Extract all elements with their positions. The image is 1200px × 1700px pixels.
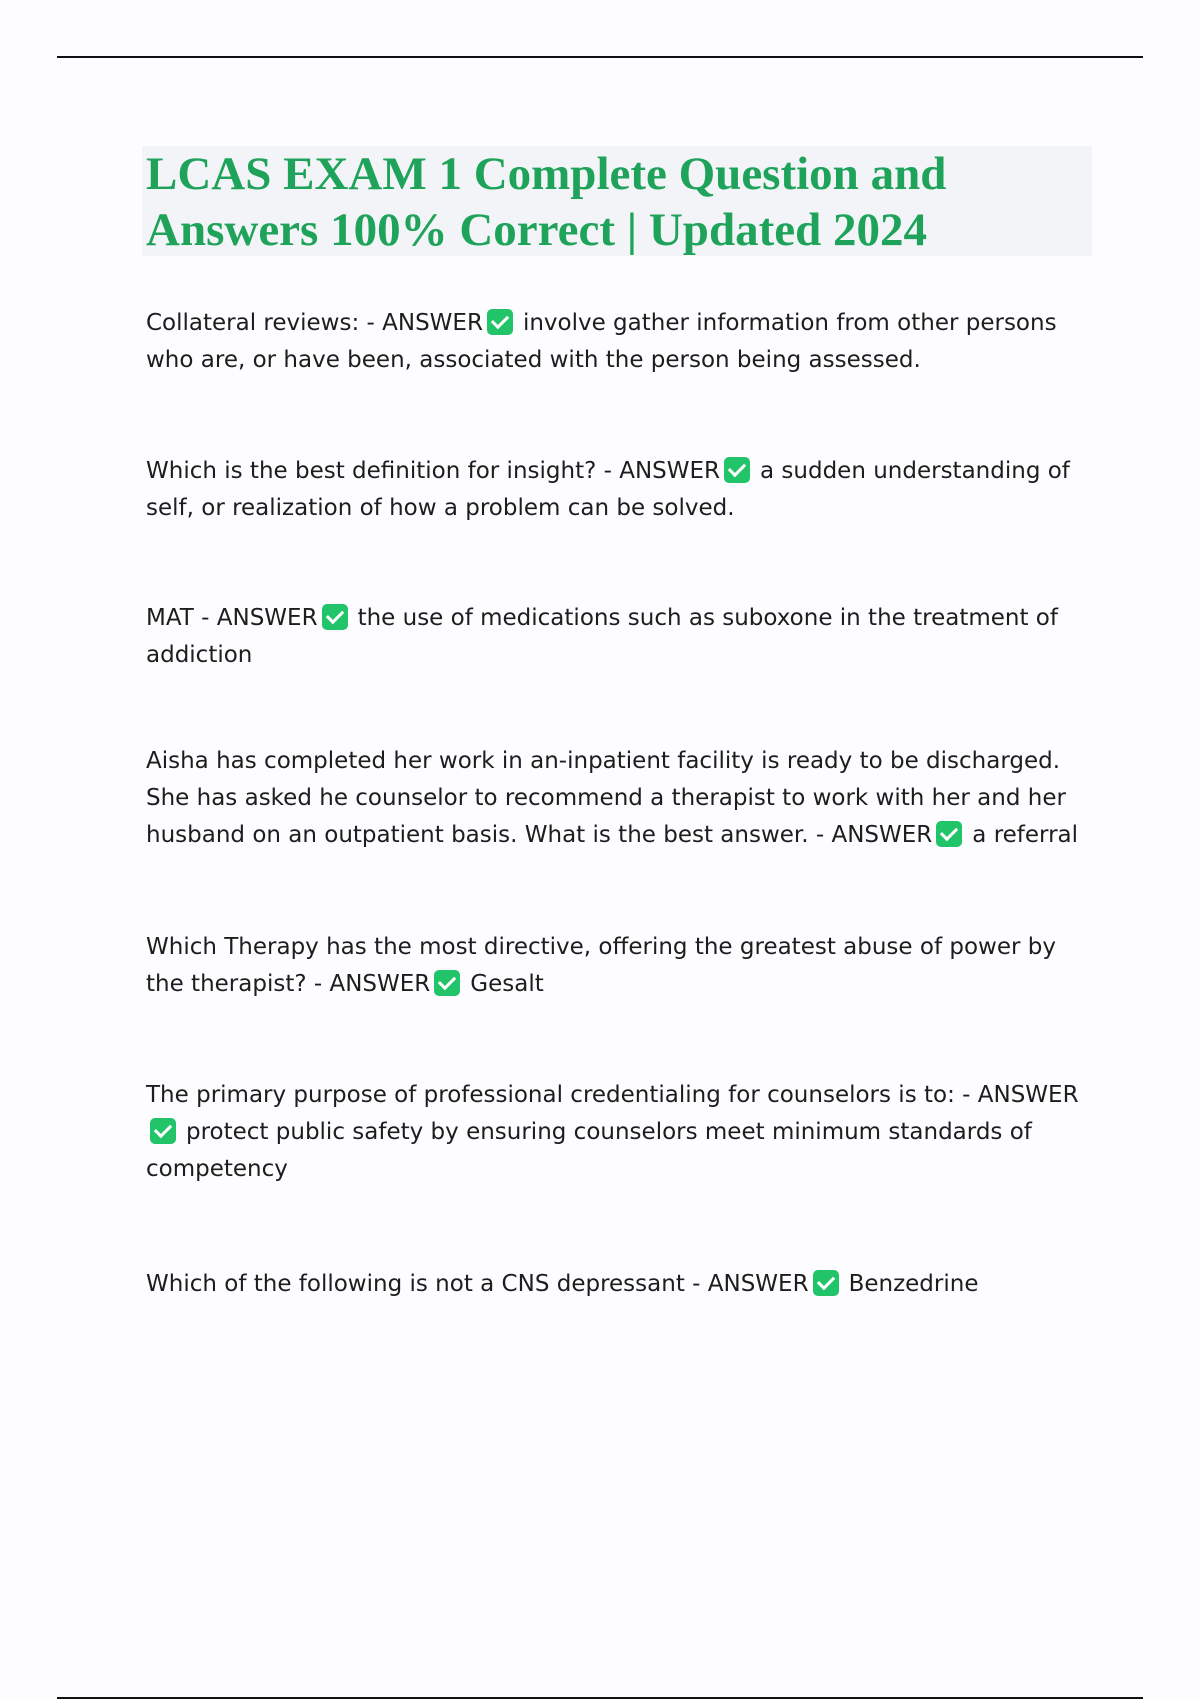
- question-text: Collateral reviews: - ANSWER: [146, 310, 483, 336]
- qa-item: [146, 1077, 1091, 1188]
- footer-rule: [57, 1697, 1143, 1699]
- answer-text: Benzedrine: [848, 1271, 979, 1297]
- answer-text: Gesalt: [470, 971, 544, 997]
- qa-item: [146, 305, 1091, 379]
- question-text: Aisha has completed her work in an-inpatient facility is ready to be discharged. She has asked he counselor to recommend a therapist to work with her and her husband on an outpatient basis. What is the best answer. - ANSWER: [146, 748, 1066, 848]
- qa-item: [146, 453, 1091, 527]
- checkmark-icon: [724, 457, 750, 483]
- document-title: LCAS EXAM 1 Complete Question and Answers 100% Correct | Updated 2024: [146, 148, 947, 256]
- answer-text: the use of medications such as suboxone in the treatment of addiction: [146, 605, 1058, 668]
- question-text: Which of the following is not a CNS depressant - ANSWER: [146, 1271, 809, 1297]
- answer-text: a referral: [972, 822, 1079, 848]
- checkmark-icon: [434, 970, 460, 996]
- answer-text: involve gather information from other persons who are, or have been, associated with the person being assessed.: [146, 310, 1057, 373]
- qa-item: [146, 743, 1091, 854]
- answer-text: protect public safety by ensuring counselors meet minimum standards of competency: [146, 1119, 1032, 1182]
- question-text: MAT - ANSWER: [146, 605, 318, 631]
- checkmark-icon: [813, 1270, 839, 1296]
- answer-text: a sudden understanding of self, or realization of how a problem can be solved.: [146, 458, 1070, 521]
- header-rule: [57, 56, 1143, 58]
- question-text: Which is the best definition for insight? - ANSWER: [146, 458, 721, 484]
- question-text: Which Therapy has the most directive, offering the greatest abuse of power by the therapist? - ANSWER: [146, 934, 1056, 997]
- checkmark-icon: [487, 309, 513, 335]
- question-text: The primary purpose of professional credentialing for counselors is to: - ANSWER: [146, 1082, 1079, 1108]
- qa-item: [146, 600, 1091, 674]
- checkmark-icon: [150, 1118, 176, 1144]
- checkmark-icon: [322, 604, 348, 630]
- checkmark-icon: [936, 821, 962, 847]
- qa-item: [146, 929, 1091, 1003]
- qa-item: [146, 1266, 1091, 1303]
